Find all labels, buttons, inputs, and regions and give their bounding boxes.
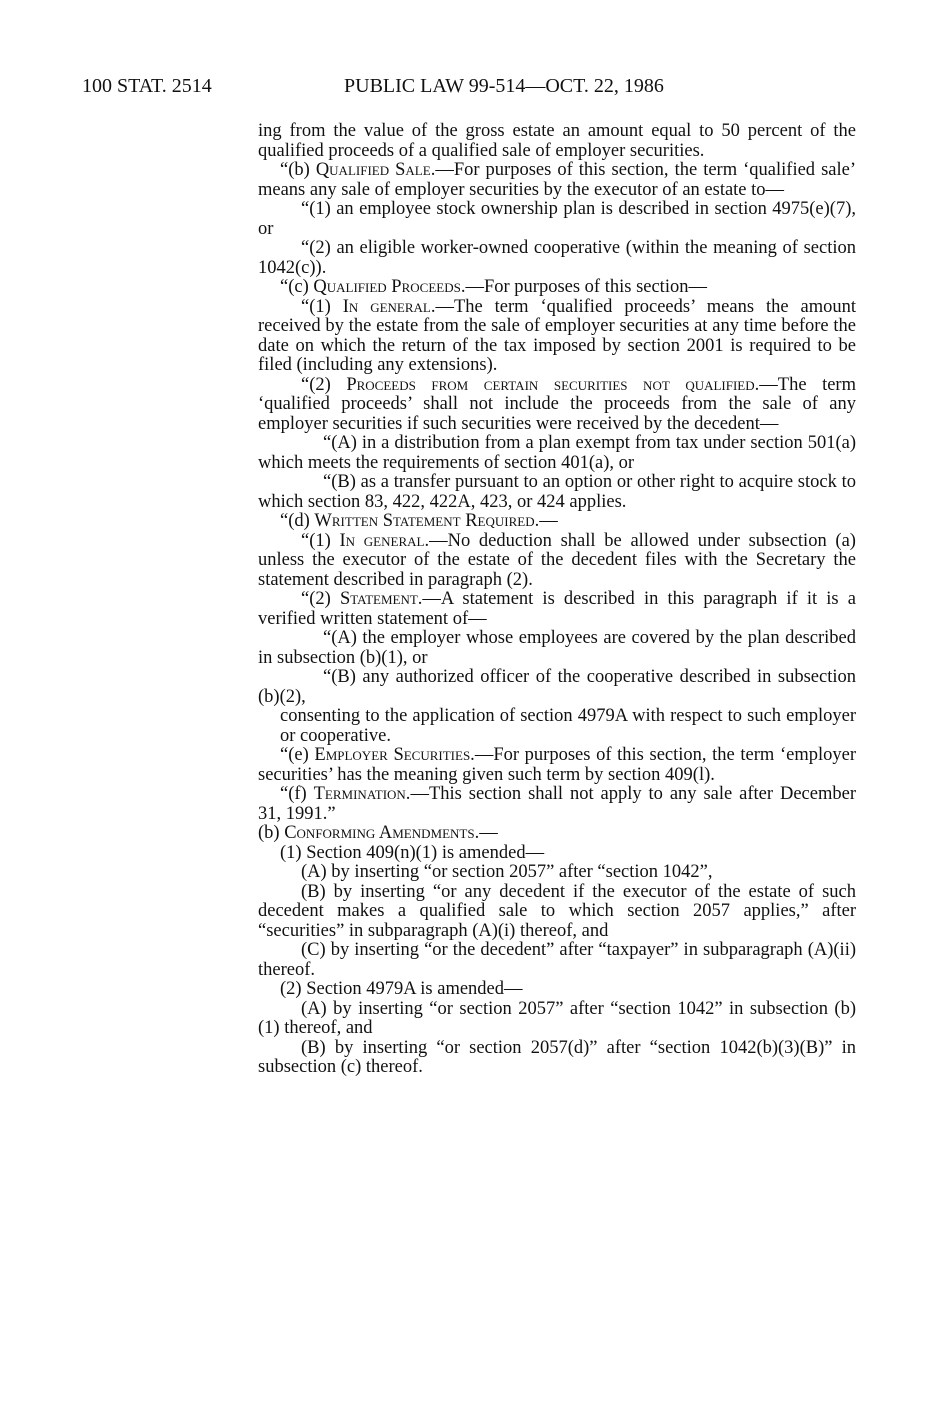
- page-number: 100 STAT. 2514: [82, 75, 212, 97]
- heading: Written Statement Required.: [314, 511, 540, 531]
- label: “(c): [280, 277, 314, 297]
- heading: Proceeds from certain securities not qualified.: [346, 374, 760, 395]
- text: —The term ‘qualified proceeds’ shall not include the proceeds from the sale of any employer securities if such securities were received by the decedent—: [258, 374, 856, 434]
- label: “(b): [280, 160, 316, 180]
- subsection-b-qualified-sale: [258, 161, 856, 200]
- heading: Qualified Sale.: [315, 160, 436, 180]
- amendment-1: (1) Section 409(n)(1) is amended—: [280, 842, 545, 863]
- subparagraph-d-2-a: “(A) the employer whose employees are covered by the plan described in subsection (b)(1), or: [258, 628, 856, 668]
- heading: In general.: [339, 530, 430, 551]
- paragraph-continuation: ing from the value of the gross estate an amount equal to 50 percent of the qualified proceeds of a qualified sale of employer securities.: [258, 121, 856, 161]
- subsection-d-written-statement: [258, 512, 856, 532]
- label: “(1): [301, 530, 340, 551]
- label: “(2): [301, 589, 340, 609]
- heading: Employer Securities.: [314, 745, 475, 765]
- label: (b): [258, 823, 285, 843]
- heading: Qualified Proceeds.: [313, 277, 466, 297]
- text: —The term ‘qualified proceeds’ means the amount received by the estate from the sale of employer securities at any time before the date on which the return of the tax imposed by section 2001 is required to be filed (including any extensions).: [258, 296, 856, 375]
- subsection-c-qualified-proceeds: [258, 278, 856, 298]
- heading: Statement.: [339, 589, 423, 609]
- text: —For purposes of this section, the term ‘employer securities’ has the meaning given such term by section 409(l).: [258, 745, 856, 785]
- amendment-2-b: (B) by inserting “or section 2057(d)” after “section 1042(b)(3)(B)” in subsection (c) thereof.: [258, 1037, 856, 1077]
- text: —No deduction shall be allowed under subsection (a) unless the executor of the estate of the decedent files with the Secretary the statement described in paragraph (2).: [258, 530, 856, 590]
- label: “(f): [280, 784, 314, 804]
- body-text: [258, 122, 856, 1078]
- section-b-conforming-amendments: [258, 824, 856, 844]
- subsection-e-employer-securities: [258, 746, 856, 785]
- paragraph-b-2: “(2) an eligible worker-owned cooperative (within the meaning of section 1042(c)).: [258, 238, 856, 278]
- label: “(2): [301, 374, 347, 395]
- amendment-1-c: (C) by inserting “or the decedent” after “taxpayer” in subparagraph (A)(ii) thereof.: [258, 940, 856, 980]
- subparagraph-c-2-a: “(A) in a distribution from a plan exempt from tax under section 501(a) which meets the requirements of section 401(a), or: [258, 433, 856, 473]
- text: —: [479, 823, 498, 843]
- subsection-f-termination: [258, 785, 856, 824]
- amendment-1-b: (B) by inserting “or any decedent if the executor of the estate of such decedent makes a qualified sale to which section 2057 applies,” after “securities” in subparagraph (A)(i) thereof, and: [258, 881, 856, 941]
- label: “(1): [301, 296, 343, 317]
- amendment-2: (2) Section 4979A is amended—: [280, 979, 523, 999]
- heading: In general.: [342, 296, 436, 317]
- paragraph-d-2: [258, 590, 856, 629]
- text: —A statement is described in this paragraph if it is a verified written statement of—: [258, 589, 856, 629]
- amendment-1-a: (A) by inserting “or section 2057” after “section 1042”,: [301, 862, 713, 882]
- text: —: [539, 511, 558, 531]
- paragraph-c-2: [258, 376, 856, 435]
- subparagraph-d-2-b: “(B) any authorized officer of the cooperative described in subsection (b)(2),: [258, 667, 856, 707]
- paragraph-d-1: [258, 532, 856, 591]
- paragraph-c-1: [258, 298, 856, 376]
- label: “(d): [280, 511, 315, 531]
- heading: Conforming Amendments.: [284, 823, 480, 843]
- text: —This section shall not apply to any sale after December 31, 1991.”: [258, 784, 856, 824]
- text: —For purposes of this section—: [465, 277, 707, 297]
- subparagraph-c-2-b: “(B) as a transfer pursuant to an option or other right to acquire stock to which section 83, 422, 422A, 423, or 424 applies.: [258, 472, 856, 512]
- amendment-2-a: (A) by inserting “or section 2057” after “section 1042” in subsection (b)(1) thereof, and: [258, 998, 856, 1038]
- paragraph-d-2-flush: consenting to the application of section 4979A with respect to such employer or cooperative.: [280, 706, 856, 746]
- paragraph-b-1: “(1) an employee stock ownership plan is described in section 4975(e)(7), or: [258, 199, 856, 239]
- publication-title: PUBLIC LAW 99-514—OCT. 22, 1986: [344, 75, 664, 97]
- heading: Termination.: [313, 784, 411, 804]
- label: “(e): [280, 745, 315, 765]
- text: —For purposes of this section, the term ‘qualified sale’ means any sale of employer securities by the executor of an estate to—: [258, 160, 856, 200]
